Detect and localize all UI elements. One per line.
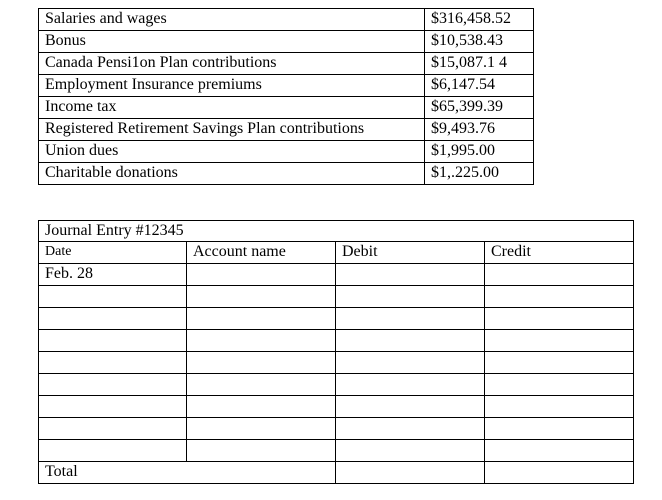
journal-entry-row	[39, 440, 634, 462]
table-row	[39, 97, 534, 119]
journal-title: Journal Entry #12345	[39, 221, 634, 242]
column-header-debit: Debit	[336, 242, 485, 264]
table-row	[39, 75, 534, 97]
deduction-amount: $9,493.76	[425, 119, 534, 141]
entry-account-cell[interactable]	[187, 330, 336, 352]
entry-date-cell[interactable]	[39, 352, 187, 374]
table-row	[39, 163, 534, 185]
entry-debit-cell[interactable]	[336, 396, 485, 418]
column-header-date: Date	[39, 242, 187, 264]
entry-account-cell[interactable]	[187, 308, 336, 330]
entry-debit-cell[interactable]	[336, 374, 485, 396]
entry-date-cell[interactable]	[39, 440, 187, 462]
total-credit-cell[interactable]	[485, 462, 634, 484]
journal-entry-row	[39, 286, 634, 308]
entry-account-cell[interactable]	[187, 352, 336, 374]
entry-credit-cell[interactable]	[485, 330, 634, 352]
deduction-amount: $1,995.00	[425, 141, 534, 163]
entry-credit-cell[interactable]	[485, 286, 634, 308]
journal-entry-row	[39, 330, 634, 352]
entry-debit-cell[interactable]	[336, 330, 485, 352]
journal-header-row	[39, 242, 634, 264]
entry-date-cell[interactable]	[39, 286, 187, 308]
table-row	[39, 53, 534, 75]
total-label: Total	[39, 462, 336, 484]
table-row	[39, 31, 534, 53]
entry-account-cell[interactable]	[187, 418, 336, 440]
journal-entry-table	[38, 220, 634, 484]
deduction-label: Income tax	[39, 97, 425, 119]
table-row	[39, 119, 534, 141]
entry-date-cell[interactable]	[39, 418, 187, 440]
column-header-credit: Credit	[485, 242, 634, 264]
deduction-amount: $316,458.52	[425, 9, 534, 31]
entry-account-cell[interactable]	[187, 440, 336, 462]
entry-credit-cell[interactable]	[485, 396, 634, 418]
journal-entry-row	[39, 396, 634, 418]
deduction-label: Registered Retirement Savings Plan contributions	[39, 119, 425, 141]
total-debit-cell[interactable]	[336, 462, 485, 484]
entry-date-cell[interactable]	[39, 396, 187, 418]
journal-entry-row	[39, 308, 634, 330]
journal-entry-row	[39, 352, 634, 374]
deduction-label: Bonus	[39, 31, 425, 53]
entry-debit-cell[interactable]	[336, 286, 485, 308]
entry-credit-cell[interactable]	[485, 308, 634, 330]
table-row	[39, 141, 534, 163]
journal-entry-row	[39, 264, 634, 286]
entry-credit-cell[interactable]	[485, 352, 634, 374]
deductions-table	[38, 8, 534, 185]
entry-account-cell[interactable]	[187, 286, 336, 308]
deduction-amount: $6,147.54	[425, 75, 534, 97]
entry-date-cell[interactable]	[39, 308, 187, 330]
entry-credit-cell[interactable]	[485, 440, 634, 462]
deduction-amount: $1,.225.00	[425, 163, 534, 185]
deduction-label: Employment Insurance premiums	[39, 75, 425, 97]
entry-credit-cell[interactable]	[485, 264, 634, 286]
entry-date-cell[interactable]: Feb. 28	[39, 264, 187, 286]
entry-debit-cell[interactable]	[336, 418, 485, 440]
entry-debit-cell[interactable]	[336, 352, 485, 374]
entry-credit-cell[interactable]	[485, 374, 634, 396]
entry-date-cell[interactable]	[39, 330, 187, 352]
deduction-label: Union dues	[39, 141, 425, 163]
journal-entry-row	[39, 374, 634, 396]
entry-debit-cell[interactable]	[336, 308, 485, 330]
entry-account-cell[interactable]	[187, 374, 336, 396]
deduction-label: Charitable donations	[39, 163, 425, 185]
entry-account-cell[interactable]	[187, 396, 336, 418]
deduction-label: Salaries and wages	[39, 9, 425, 31]
journal-entry-row	[39, 418, 634, 440]
entry-credit-cell[interactable]	[485, 418, 634, 440]
entry-account-cell[interactable]	[187, 264, 336, 286]
entry-date-cell[interactable]	[39, 374, 187, 396]
table-row	[39, 9, 534, 31]
deduction-label: Canada Pensi1on Plan contributions	[39, 53, 425, 75]
entry-debit-cell[interactable]	[336, 440, 485, 462]
deduction-amount: $10,538.43	[425, 31, 534, 53]
entry-debit-cell[interactable]	[336, 264, 485, 286]
deduction-amount: $65,399.39	[425, 97, 534, 119]
journal-title-row	[39, 221, 634, 242]
journal-total-row	[39, 462, 634, 484]
column-header-account: Account name	[187, 242, 336, 264]
deduction-amount: $15,087.1 4	[425, 53, 534, 75]
